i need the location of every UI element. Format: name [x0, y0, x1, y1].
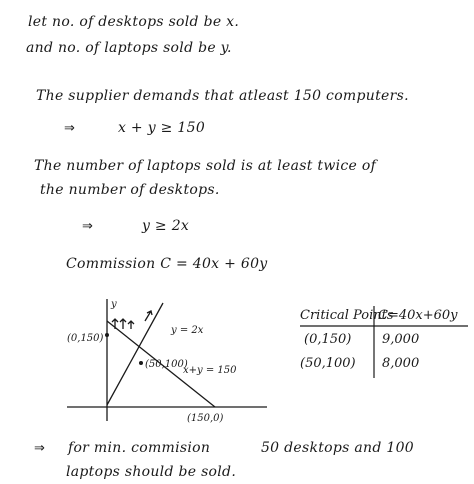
line-variable-laptops: and no. of laptops sold be y. [26, 40, 232, 56]
line-constraint-total [64, 120, 205, 136]
table-header-critical-points: Critical Points [300, 308, 394, 323]
implies-arrow-icon: ⇒ [64, 121, 76, 136]
graph-label-y-axis: y [111, 299, 117, 310]
point-50-100 [139, 361, 143, 365]
implies-arrow-icon: ⇒ [82, 219, 94, 234]
table-cell-point: (50,100) [300, 356, 356, 371]
point-0-150 [105, 333, 109, 337]
shading-arrows [112, 311, 152, 329]
graph-label-y-2x: y = 2x [171, 325, 204, 336]
line-variable-desktops: let no. of desktops sold be x. [28, 14, 240, 30]
line-laptop-condition: The number of laptops sold is at least twice of [34, 158, 377, 174]
table-cell-point: (0,150) [304, 332, 352, 347]
feasible-region-graph [55, 293, 285, 433]
constraint-total-text: x + y ≥ 150 [117, 120, 206, 136]
line-y-2x [107, 303, 163, 405]
graph-label-x-plus-y: x+y = 150 [183, 365, 237, 376]
graph-label-50-100: (50,100) [145, 359, 188, 370]
graph-label-150-0: (150,0) [187, 413, 224, 424]
line-number-desktops: the number of desktops. [40, 182, 220, 198]
conclusion-quantities: 50 desktops and 100 [260, 440, 414, 456]
implies-arrow-icon: ⇒ [34, 441, 46, 456]
conclusion-min-commission: for min. commision [67, 440, 211, 456]
graph-label-0-150: (0,150) [67, 333, 104, 344]
critical-points-table [300, 306, 470, 380]
table-header-commission: C=40x+60y [378, 308, 458, 323]
line-conclusion-1 [34, 440, 414, 456]
table-cell-commission: 8,000 [382, 356, 420, 371]
table-cell-commission: 9,000 [382, 332, 420, 347]
line-supplier-demand: The supplier demands that atleast 150 computers. [36, 88, 409, 104]
line-constraint-ratio [82, 218, 189, 234]
line-commission-formula: Commission C = 40x + 60y [66, 256, 268, 272]
line-conclusion-2: laptops should be sold. [66, 464, 237, 480]
constraint-ratio-text: y ≥ 2x [141, 218, 190, 234]
